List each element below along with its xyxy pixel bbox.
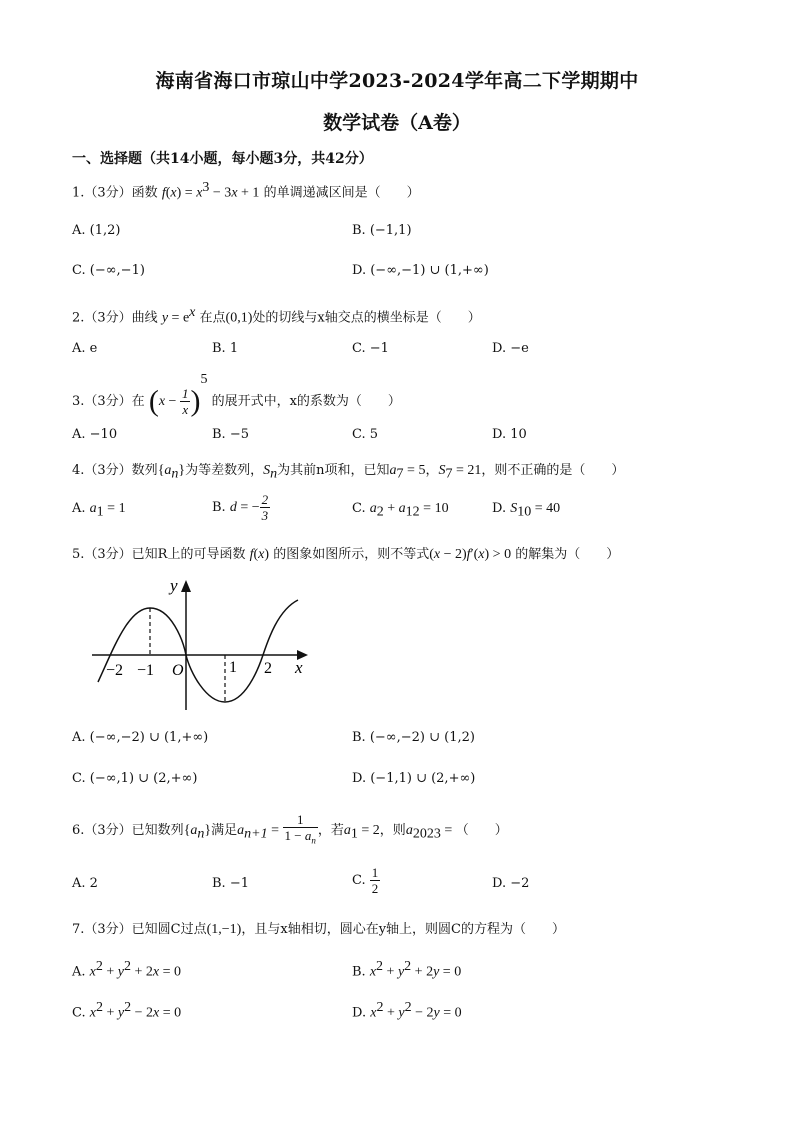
q6-option-d: D. −2 xyxy=(492,876,530,891)
q3-option-d: D. 10 xyxy=(492,427,527,442)
question-4: 4.（3分）数列$\{a_n\}$为等差数列，$S_n$为其前n项和，已知$a_7 = 5$，$S_7 = 21$，则不正确的是（ ） xyxy=(72,463,625,482)
q6-option-a: A. 2 xyxy=(72,876,98,891)
q2-formula: y xyxy=(161,310,169,326)
q7-option-b: B. $x^2 + y^2 + 2y = 0$ xyxy=(352,959,462,980)
q7-option-d: D. $x^2 + y^2 - 2y = 0$ xyxy=(352,1000,462,1021)
q5-option-a: A. (−∞,−2) ∪ (1,+∞) xyxy=(72,730,209,745)
q4-option-d: D. $S_{10} = 40$ xyxy=(492,501,561,520)
q4-option-c: C. $a_2 + a_{12} = 10$ xyxy=(352,501,449,520)
question-5: 5.（3分）已知R上的可导函数 f(x) 的图象如图所示，则不等式(x − 2)f′(x) > 0 的解集为（ ） xyxy=(72,547,620,562)
q4-option-b: B. d = − $\frac{2}{3}$ xyxy=(212,492,269,523)
question-7: 7.（3分）已知圆C过点(1,−1)，且与x轴相切，圆心在y轴上，则圆C的方程为（ ） xyxy=(72,922,565,937)
graph-origin-label: O xyxy=(172,662,184,679)
exam-title: 海南省海口市琼山中学2023-2024学年高二下学期期中 xyxy=(155,70,639,92)
question-2: 2.（3分）曲线 $y = e^x$ 在点(0,1)处的切线与x轴交点的横坐标是（ ） xyxy=(72,305,481,326)
q5-option-d: D. (−1,1) ∪ (2,+∞) xyxy=(352,771,476,786)
graph-tick-neg1: −1 xyxy=(137,662,155,679)
q3-option-b: B. −5 xyxy=(212,427,249,442)
graph-tick-neg2: −2 xyxy=(106,662,124,679)
q7-option-a: A. $x^2 + y^2 + 2x = 0$ xyxy=(72,959,182,980)
question-3: 3.（3分）在 (x − $\frac{1}{x}$ )$^5$ 的展开式中，x的系数为（ ） xyxy=(72,372,401,418)
q6-option-b: B. −1 xyxy=(212,876,249,891)
q5-option-b: B. (−∞,−2) ∪ (1,2) xyxy=(352,730,475,745)
q5-option-c: C. (−∞,1) ∪ (2,+∞) xyxy=(72,771,198,786)
graph-tick-2: 2 xyxy=(264,660,272,677)
q2-option-d: D. −e xyxy=(492,341,529,356)
graph-tick-1: 1 xyxy=(229,659,237,676)
graph-y-label: y xyxy=(170,576,178,595)
q5-function-graph xyxy=(88,570,318,715)
q7-option-c: C. $x^2 + y^2 - 2x = 0$ xyxy=(72,1000,182,1021)
q6-option-c: C. $\frac{1}{2}$ xyxy=(352,865,379,896)
q1-option-a: A. (1,2) xyxy=(72,223,121,238)
q1-formula: f xyxy=(161,185,166,201)
q3-option-a: A. −10 xyxy=(72,427,118,442)
section-heading: 一、选择题（共14小题，每小题3分，共42分） xyxy=(72,151,373,167)
q2-option-b: B. 1 xyxy=(212,341,239,356)
q2-option-a: A. e xyxy=(72,341,98,356)
q1-option-b: B. (−1,1) xyxy=(352,223,412,238)
question-1: 1.（3分）函数 $f(x) = x^3 - 3x + 1$ 的单调递减区间是（ ） xyxy=(72,180,420,201)
q2-option-c: C. −1 xyxy=(352,341,389,356)
q1-suffix: 的单调递减区间是（ ） xyxy=(263,185,420,201)
q4-option-a: A. $a_1 = 1$ xyxy=(72,501,126,520)
graph-x-label: x xyxy=(295,658,303,677)
q1-option-d: D. (−∞,−1) ∪ (1,+∞) xyxy=(352,263,489,278)
question-6: 6.（3分）已知数列$\{a_n\}$满足$a_{n+1}$ = $\frac{1}{1 - a_n}$ ，若$a_1 = 2$，则$a_{2023}$ = （ ） xyxy=(72,812,508,846)
q1-option-c: C. (−∞,−1) xyxy=(72,263,145,278)
exam-subtitle: 数学试卷（A卷） xyxy=(323,112,471,134)
q3-option-c: C. 5 xyxy=(352,427,379,442)
q1-prefix: 1.（3分）函数 xyxy=(72,185,158,201)
